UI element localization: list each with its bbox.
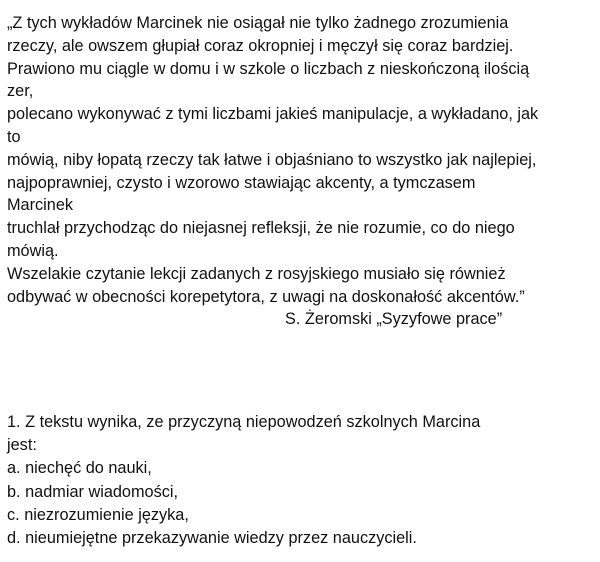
quote-line: mówią.: [7, 241, 59, 260]
question-stem-line: 1. Z tekstu wynika, ze przyczyną niepowodzeń szkolnych Marcina: [7, 413, 481, 431]
quote-line: najpoprawniej, czysto i wzorowo stawiając akcenty, a tymczasem: [7, 173, 476, 192]
question-block: [7, 411, 587, 550]
quote-line: truchlał przychodząc do niejasnej refleksji, że nie rozumie, co do niego: [7, 219, 515, 238]
quote-attribution: S. Żeromski „Syzyfowe prace”: [285, 310, 503, 329]
quote-line: to: [7, 127, 21, 146]
question-stem-line: jest:: [7, 436, 37, 455]
answer-option-d: d. nieumiejętne przekazywanie wiedzy przez nauczycieli.: [7, 529, 417, 548]
quote-line: Wszelakie czytanie lekcji zadanych z rosyjskiego musiało się również: [7, 264, 506, 283]
quote-line: zer,: [7, 82, 34, 101]
quote-line: odbywać w obecności korepetytora, z uwagi na doskonałość akcentów.”: [7, 287, 525, 306]
quote-block: [7, 12, 587, 331]
answer-option-c: c. niezrozumienie języka,: [7, 505, 189, 524]
quote-line: Prawiono mu ciągle w domu i w szkole o liczbach z nieskończoną ilością: [7, 59, 530, 78]
quote-line: „Z tych wykładów Marcinek nie osiągał nie tylko żadnego zrozumienia: [7, 14, 509, 32]
quote-line: polecano wykonywać z tymi liczbami jakieś manipulacje, a wykładano, jak: [7, 105, 539, 124]
answer-option-a: a. niechęć do nauki,: [7, 459, 152, 478]
answer-option-b: b. nadmiar wiadomości,: [7, 482, 179, 501]
quote-line: mówią, niby łopatą rzeczy tak łatwe i objaśniano to wszystko jak najlepiej,: [7, 150, 537, 169]
quote-line: Marcinek: [7, 196, 74, 215]
quote-line: rzeczy, ale owszem głupiał coraz okropniej i męczył się coraz bardziej.: [7, 36, 514, 55]
